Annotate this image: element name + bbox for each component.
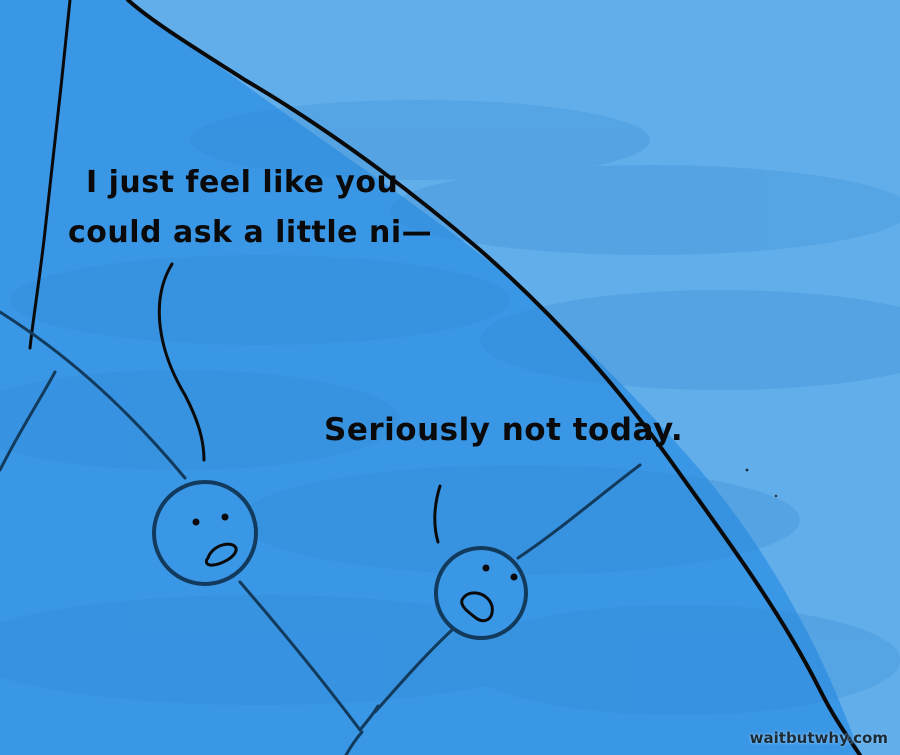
character-left-head bbox=[154, 482, 256, 584]
character-left-eye bbox=[222, 514, 229, 521]
speck bbox=[746, 469, 749, 472]
speck bbox=[775, 495, 777, 497]
character-right-eye bbox=[483, 565, 490, 572]
character-right-eye bbox=[511, 574, 518, 581]
speech-left bbox=[68, 158, 432, 258]
character-left bbox=[154, 482, 256, 584]
character-left-eye bbox=[193, 519, 200, 526]
character-right bbox=[436, 548, 526, 638]
speech-left-line-2: could ask a little ni— bbox=[68, 215, 433, 250]
site-credit: waitbutwhy.com bbox=[749, 729, 888, 747]
speech-left-line-1: I just feel like you bbox=[86, 165, 399, 200]
speech-right: Seriously not today. bbox=[324, 412, 684, 448]
